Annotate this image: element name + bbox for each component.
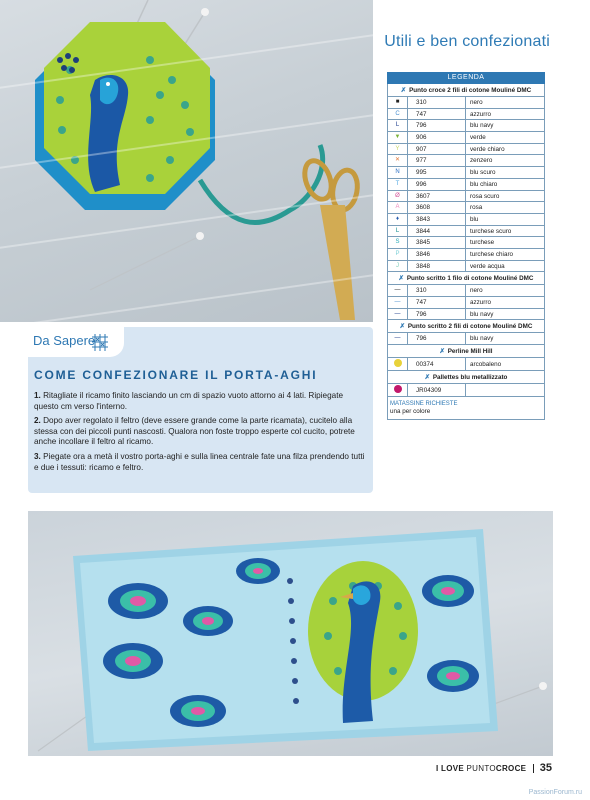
page-footer bbox=[436, 762, 552, 774]
legend-code: 977 bbox=[408, 155, 466, 166]
sequin-icon bbox=[394, 385, 402, 393]
legend-row bbox=[388, 191, 544, 203]
legend-symbol bbox=[388, 109, 408, 120]
instructions-body bbox=[34, 391, 368, 477]
legend-color-name: verde acqua bbox=[470, 262, 505, 270]
stitch-symbol: ♦ bbox=[395, 215, 400, 222]
legend-row bbox=[388, 97, 544, 109]
page-number: 35 bbox=[539, 762, 552, 774]
stitch-symbol: Ø bbox=[395, 192, 400, 199]
legend-code: 310 bbox=[408, 285, 466, 296]
da-sapere-label-a: Da bbox=[33, 333, 54, 348]
legend-color-name: verde chiaro bbox=[470, 145, 505, 153]
legend-row bbox=[388, 309, 544, 321]
bead-icon bbox=[394, 359, 402, 367]
legend-row bbox=[388, 285, 544, 297]
legend-section-label: Pallettes blu metallizzato bbox=[432, 374, 508, 382]
stitch-symbol: ▼ bbox=[394, 134, 401, 141]
legend-symbol bbox=[388, 179, 408, 190]
legend-color-name: rosa scuro bbox=[470, 192, 500, 200]
legend-symbol bbox=[388, 297, 408, 308]
legend-symbol bbox=[388, 144, 408, 155]
instruction-2 bbox=[34, 416, 368, 448]
legend-symbol bbox=[388, 202, 408, 213]
skeins-required-label: MATASSINE RICHIESTE bbox=[390, 401, 458, 408]
legend-table bbox=[387, 72, 545, 420]
legend-code: 3844 bbox=[408, 226, 466, 237]
legend-row bbox=[388, 358, 544, 371]
stitch-symbol: L bbox=[395, 227, 400, 234]
legend-code: 796 bbox=[408, 120, 466, 131]
legend-color-name: rosa bbox=[470, 204, 483, 212]
legend-row bbox=[388, 384, 544, 397]
legend-symbol bbox=[388, 191, 408, 202]
instruction-3 bbox=[34, 452, 368, 473]
legend-code: 3845 bbox=[408, 237, 466, 248]
legend-color-name: nero bbox=[470, 287, 483, 295]
legend-color-name: nero bbox=[470, 99, 483, 106]
stitch-symbol: — bbox=[394, 310, 401, 317]
legend-section-header bbox=[388, 84, 544, 97]
legend-symbol bbox=[388, 309, 408, 320]
legend-row bbox=[388, 297, 544, 309]
legend-color-name: blu chiaro bbox=[470, 180, 498, 188]
legend-section-header bbox=[388, 345, 544, 358]
legend-color-name: azzurro bbox=[470, 110, 491, 118]
stitch-symbol: A bbox=[395, 204, 400, 211]
legend-code: 747 bbox=[408, 297, 466, 308]
section-header-part1: Utili e bbox=[384, 33, 431, 50]
watermark: PassionForum.ru bbox=[528, 789, 582, 796]
legend-symbol bbox=[388, 120, 408, 131]
da-sapere-label-b: Sapere bbox=[53, 333, 96, 348]
pincushion-illustration bbox=[0, 0, 373, 322]
legend-body bbox=[387, 84, 545, 420]
stitch-symbol: S bbox=[395, 239, 400, 246]
instruction-1 bbox=[34, 391, 368, 412]
stitch-symbol: — bbox=[394, 287, 401, 294]
cross-icon: ✗ bbox=[439, 348, 445, 356]
instruction-3-number: 3. bbox=[34, 451, 41, 461]
legend-row bbox=[388, 179, 544, 191]
legend-code: 796 bbox=[408, 333, 466, 344]
legend-row bbox=[388, 237, 544, 249]
legend-symbol bbox=[388, 249, 408, 260]
stitch-symbol: J bbox=[396, 262, 399, 269]
stitch-symbol: L bbox=[395, 122, 400, 129]
legend-code: JR04309 bbox=[408, 384, 466, 396]
skeins-required-value: una per colore bbox=[390, 408, 431, 416]
stitch-symbol: — bbox=[394, 335, 401, 342]
legend-color-name bbox=[466, 384, 544, 396]
legend-code: 3607 bbox=[408, 191, 466, 202]
legend-symbol bbox=[388, 97, 408, 108]
stitch-symbol: T bbox=[395, 180, 400, 187]
legend-color-name: blu navy bbox=[470, 335, 494, 343]
instruction-2-number: 2. bbox=[34, 416, 41, 426]
photo-needlebook bbox=[28, 511, 553, 756]
legend-color-name: zenzero bbox=[470, 157, 493, 165]
legend-row bbox=[388, 249, 544, 261]
stitch-symbol: N bbox=[395, 169, 400, 176]
legend-symbol bbox=[388, 167, 408, 178]
da-sapere-label bbox=[33, 333, 95, 348]
section-header-part2: ben confezionati bbox=[430, 33, 550, 50]
instruction-3-text: Piegate ora a metà il vostro porta-aghi e sulla linea centrale fate una filza prendendo tutti e due i tessuti: ricamo e feltro. bbox=[34, 451, 365, 472]
legend-code: 996 bbox=[408, 179, 466, 190]
legend-row bbox=[388, 214, 544, 226]
legend-symbol bbox=[388, 155, 408, 166]
cross-icon: ✗ bbox=[398, 275, 404, 283]
stitch-symbol: C bbox=[395, 110, 400, 117]
legend-color-name: blu scuro bbox=[470, 169, 496, 177]
legend-code: 995 bbox=[408, 167, 466, 178]
legend-section-label: Punto croce 2 fili di cotone Mouliné DMC bbox=[409, 87, 532, 94]
legend-symbol bbox=[388, 285, 408, 296]
instruction-2-text: Dopo aver regolato il feltro (deve essere grande come la parte ricamata), cucitelo alla stessa con dei piccoli punti nascosti. Qualora non foste troppo esperte col cucito, potrete anche incollare il feltro al ricamo. bbox=[34, 416, 355, 447]
legend-row bbox=[388, 132, 544, 144]
stitch-symbol: — bbox=[394, 299, 401, 305]
brand-love: LOVE bbox=[441, 764, 464, 773]
brand-punto: PUNTO bbox=[466, 764, 496, 773]
legend-symbol bbox=[388, 261, 408, 272]
legend-section-label: Punto scritto 2 fili di cotone Mouliné DMC bbox=[407, 323, 533, 331]
legend-color-name: turchese scuro bbox=[470, 227, 512, 235]
legend-row bbox=[388, 226, 544, 238]
stitch-symbol: Y bbox=[395, 145, 400, 152]
legend-symbol bbox=[388, 384, 408, 396]
legend-row bbox=[388, 333, 544, 345]
legend-row bbox=[388, 261, 544, 273]
da-sapere-box bbox=[28, 327, 373, 493]
legend-row bbox=[388, 144, 544, 156]
legend-code: 3843 bbox=[408, 214, 466, 225]
legend-section-header bbox=[388, 320, 544, 333]
photo-pincushion bbox=[0, 0, 373, 322]
instructions-title: COME CONFEZIONARE IL PORTA-AGHI bbox=[34, 368, 318, 382]
legend-code: 906 bbox=[408, 132, 466, 143]
legend-color-name: blu bbox=[470, 215, 479, 223]
brand-i: I bbox=[435, 764, 439, 773]
legend-title: LEGENDA bbox=[387, 72, 545, 84]
legend-section-label: Perline Mill Hill bbox=[447, 348, 493, 356]
cross-icon: ✗ bbox=[399, 323, 405, 331]
legend-symbol bbox=[388, 214, 408, 225]
legend-color-name: arcobaleno bbox=[470, 361, 502, 369]
cross-icon: ✗ bbox=[400, 87, 407, 94]
stitch-symbol: ✕ bbox=[394, 157, 401, 164]
legend-row bbox=[388, 109, 544, 121]
legend-row bbox=[388, 167, 544, 179]
legend-color-name: blu navy bbox=[470, 122, 494, 130]
legend-code: 3846 bbox=[408, 249, 466, 260]
legend-code: 310 bbox=[408, 97, 466, 108]
legend-symbol bbox=[388, 333, 408, 344]
legend-code: 747 bbox=[408, 109, 466, 120]
instruction-1-text: Ritagliate il ricamo finito lasciando un cm di spazio vuoto attorno ai 4 lati. Ripiegate questo cm verso l'interno. bbox=[34, 391, 344, 411]
legend-code: 3848 bbox=[408, 261, 466, 272]
da-sapere-tag bbox=[28, 327, 124, 357]
legend-row bbox=[388, 202, 544, 214]
legend-code: 907 bbox=[408, 144, 466, 155]
legend-section-header bbox=[388, 371, 544, 384]
stitch-symbol: P bbox=[395, 250, 400, 257]
legend-footer bbox=[388, 397, 544, 419]
section-header bbox=[384, 33, 550, 51]
legend-color-name: turchese chiaro bbox=[470, 250, 514, 258]
legend-code: 00374 bbox=[408, 358, 466, 370]
legend-symbol bbox=[388, 358, 408, 370]
legend-section-header bbox=[388, 272, 544, 285]
stitch-symbol: ■ bbox=[395, 99, 400, 105]
cross-icon: ✗ bbox=[424, 374, 430, 382]
brand-croce: CROCE bbox=[495, 764, 527, 773]
legend-color-name: blu navy bbox=[470, 310, 494, 318]
legend-row bbox=[388, 120, 544, 132]
legend-symbol bbox=[388, 237, 408, 248]
legend-code: 796 bbox=[408, 309, 466, 320]
legend-code: 3608 bbox=[408, 202, 466, 213]
needlebook-illustration bbox=[28, 511, 553, 756]
legend-color-name: azzurro bbox=[470, 299, 491, 306]
magazine-brand bbox=[436, 764, 526, 773]
legend-color-name: verde bbox=[470, 134, 486, 142]
cross-stitch-grid-icon bbox=[90, 333, 110, 353]
instruction-1-number: 1. bbox=[34, 391, 41, 400]
legend-row bbox=[388, 155, 544, 167]
legend-color-name: turchese bbox=[470, 239, 495, 247]
legend-symbol bbox=[388, 132, 408, 143]
legend-section-label: Punto scritto 1 filo di cotone Mouliné DMC bbox=[406, 275, 534, 283]
footer-separator bbox=[533, 764, 534, 773]
legend-symbol bbox=[388, 226, 408, 237]
